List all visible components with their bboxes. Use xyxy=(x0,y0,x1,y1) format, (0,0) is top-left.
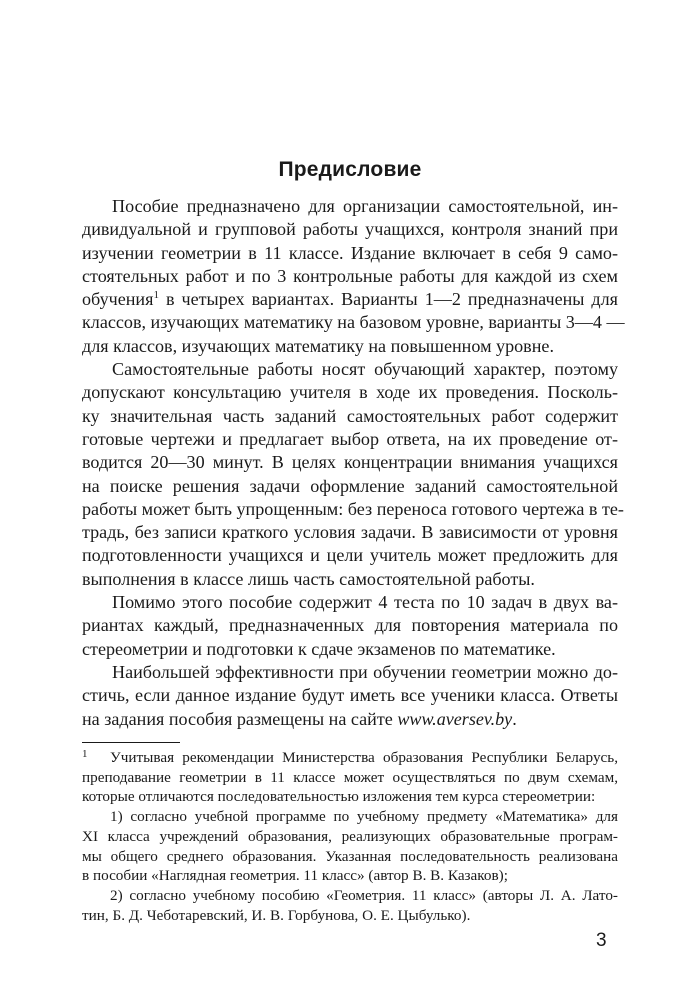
text-line xyxy=(82,288,618,311)
text-line: работы может быть упрощенным: без переноса готового чертежа в те- xyxy=(82,498,624,519)
text-line: стичь, если данное издание будут иметь все ученики класса. Ответы xyxy=(82,685,618,706)
footnote xyxy=(82,748,618,925)
text-line: риантах каждый, предназначенных для повторения материала по xyxy=(82,615,618,636)
text-line: на поиске решения задачи оформление заданий самостоятельной xyxy=(82,475,618,496)
footnote-line: тин, Б. Д. Чеботаревский, И. В. Горбунова, О. Е. Цыбулько). xyxy=(82,906,471,924)
page-number: 3 xyxy=(596,930,607,951)
website-link-text: www.aversev.by xyxy=(397,708,513,729)
footnote-line: которые отличаются последовательностью изложения тем курса стереометрии: xyxy=(82,788,596,806)
text-line: дивидуальной и групповой работы учащихся, контроля знаний при xyxy=(82,219,618,240)
footnote-line: мы общего среднего образования. Указанная последовательность реализована xyxy=(82,847,618,865)
text-line: Самостоятельные работы носят обучающий характер, поэтому xyxy=(112,359,618,380)
paragraph-2 xyxy=(82,358,624,591)
text-line: подготовленности учащихся и цели учитель может предложить для xyxy=(82,545,618,566)
page-title: Предисловие xyxy=(278,158,422,181)
text-line xyxy=(82,708,618,731)
footnote-line: в пособии «Наглядная геометрия. 11 класс» (автор В. В. Казаков); xyxy=(82,867,508,885)
text-fragment: обучения xyxy=(82,289,154,310)
text-line: для классов, изучающих математику на повышенном уровне. xyxy=(82,335,554,356)
footnote-number: 1 xyxy=(82,748,88,760)
text-fragment: в четырех вариантах. Варианты 1—2 предназначены для xyxy=(165,289,618,310)
paragraph-1 xyxy=(82,195,625,358)
footnote-line: преподавание геометрии в 11 классе может осуществляться по двум схемам, xyxy=(82,768,618,786)
paragraph-4 xyxy=(82,661,618,731)
footnote-line: 2) согласно учебному пособию «Геометрия. 11 класс» (авторы Л. А. Лато- xyxy=(110,886,618,904)
text-line: выполнения в классе лишь часть самостоятельной работы. xyxy=(82,568,535,589)
text-line: классов, изучающих математику на базовом уровне, варианты 3—4 — xyxy=(82,312,625,333)
footnote-line: 1) согласно учебной программе по учебному предмету «Математика» для xyxy=(110,808,618,826)
footnote-reference: 1 xyxy=(153,289,159,302)
paragraph-3 xyxy=(82,591,618,661)
footnote-line: XI класса учреждений образования, реализующих образовательные програм- xyxy=(82,827,618,845)
text-line: ку значительная часть заданий самостоятельных работ содержит xyxy=(82,405,618,426)
text-line: водится 20—30 минут. В целях концентрации внимания учащихся xyxy=(82,452,618,473)
text-fragment: на задания пособия размещены на сайте xyxy=(82,708,393,729)
text-line: Наибольшей эффективности при обучении геометрии можно до- xyxy=(112,661,618,682)
text-line: традь, без записи краткого условия задачи. В зависимости от уровня xyxy=(82,522,618,543)
text-line: готовые чертежи и предлагает выбор ответа, на их проведение от- xyxy=(82,428,618,449)
text-line: допускают консультацию учителя в ходе их проведения. Посколь- xyxy=(82,382,618,403)
text-line: стереометрии и подготовки к сдаче экзаменов по математике. xyxy=(82,638,556,659)
text-fragment: . xyxy=(512,708,517,729)
main-text xyxy=(82,195,625,731)
footnote-line: Учитывая рекомендации Министерства образования Республики Беларусь, xyxy=(110,749,618,766)
text-line: изучении геометрии в 11 классе. Издание включает в себя 9 само- xyxy=(82,242,618,263)
text-line: Пособие предназначено для организации самостоятельной, ин- xyxy=(112,196,618,216)
text-line: Помимо этого пособие содержит 4 теста по 10 задач в двух ва- xyxy=(112,592,618,613)
text-line: стоятельных работ и по 3 контрольные работы для каждой из схем xyxy=(82,265,618,286)
footnote-divider xyxy=(82,742,180,743)
